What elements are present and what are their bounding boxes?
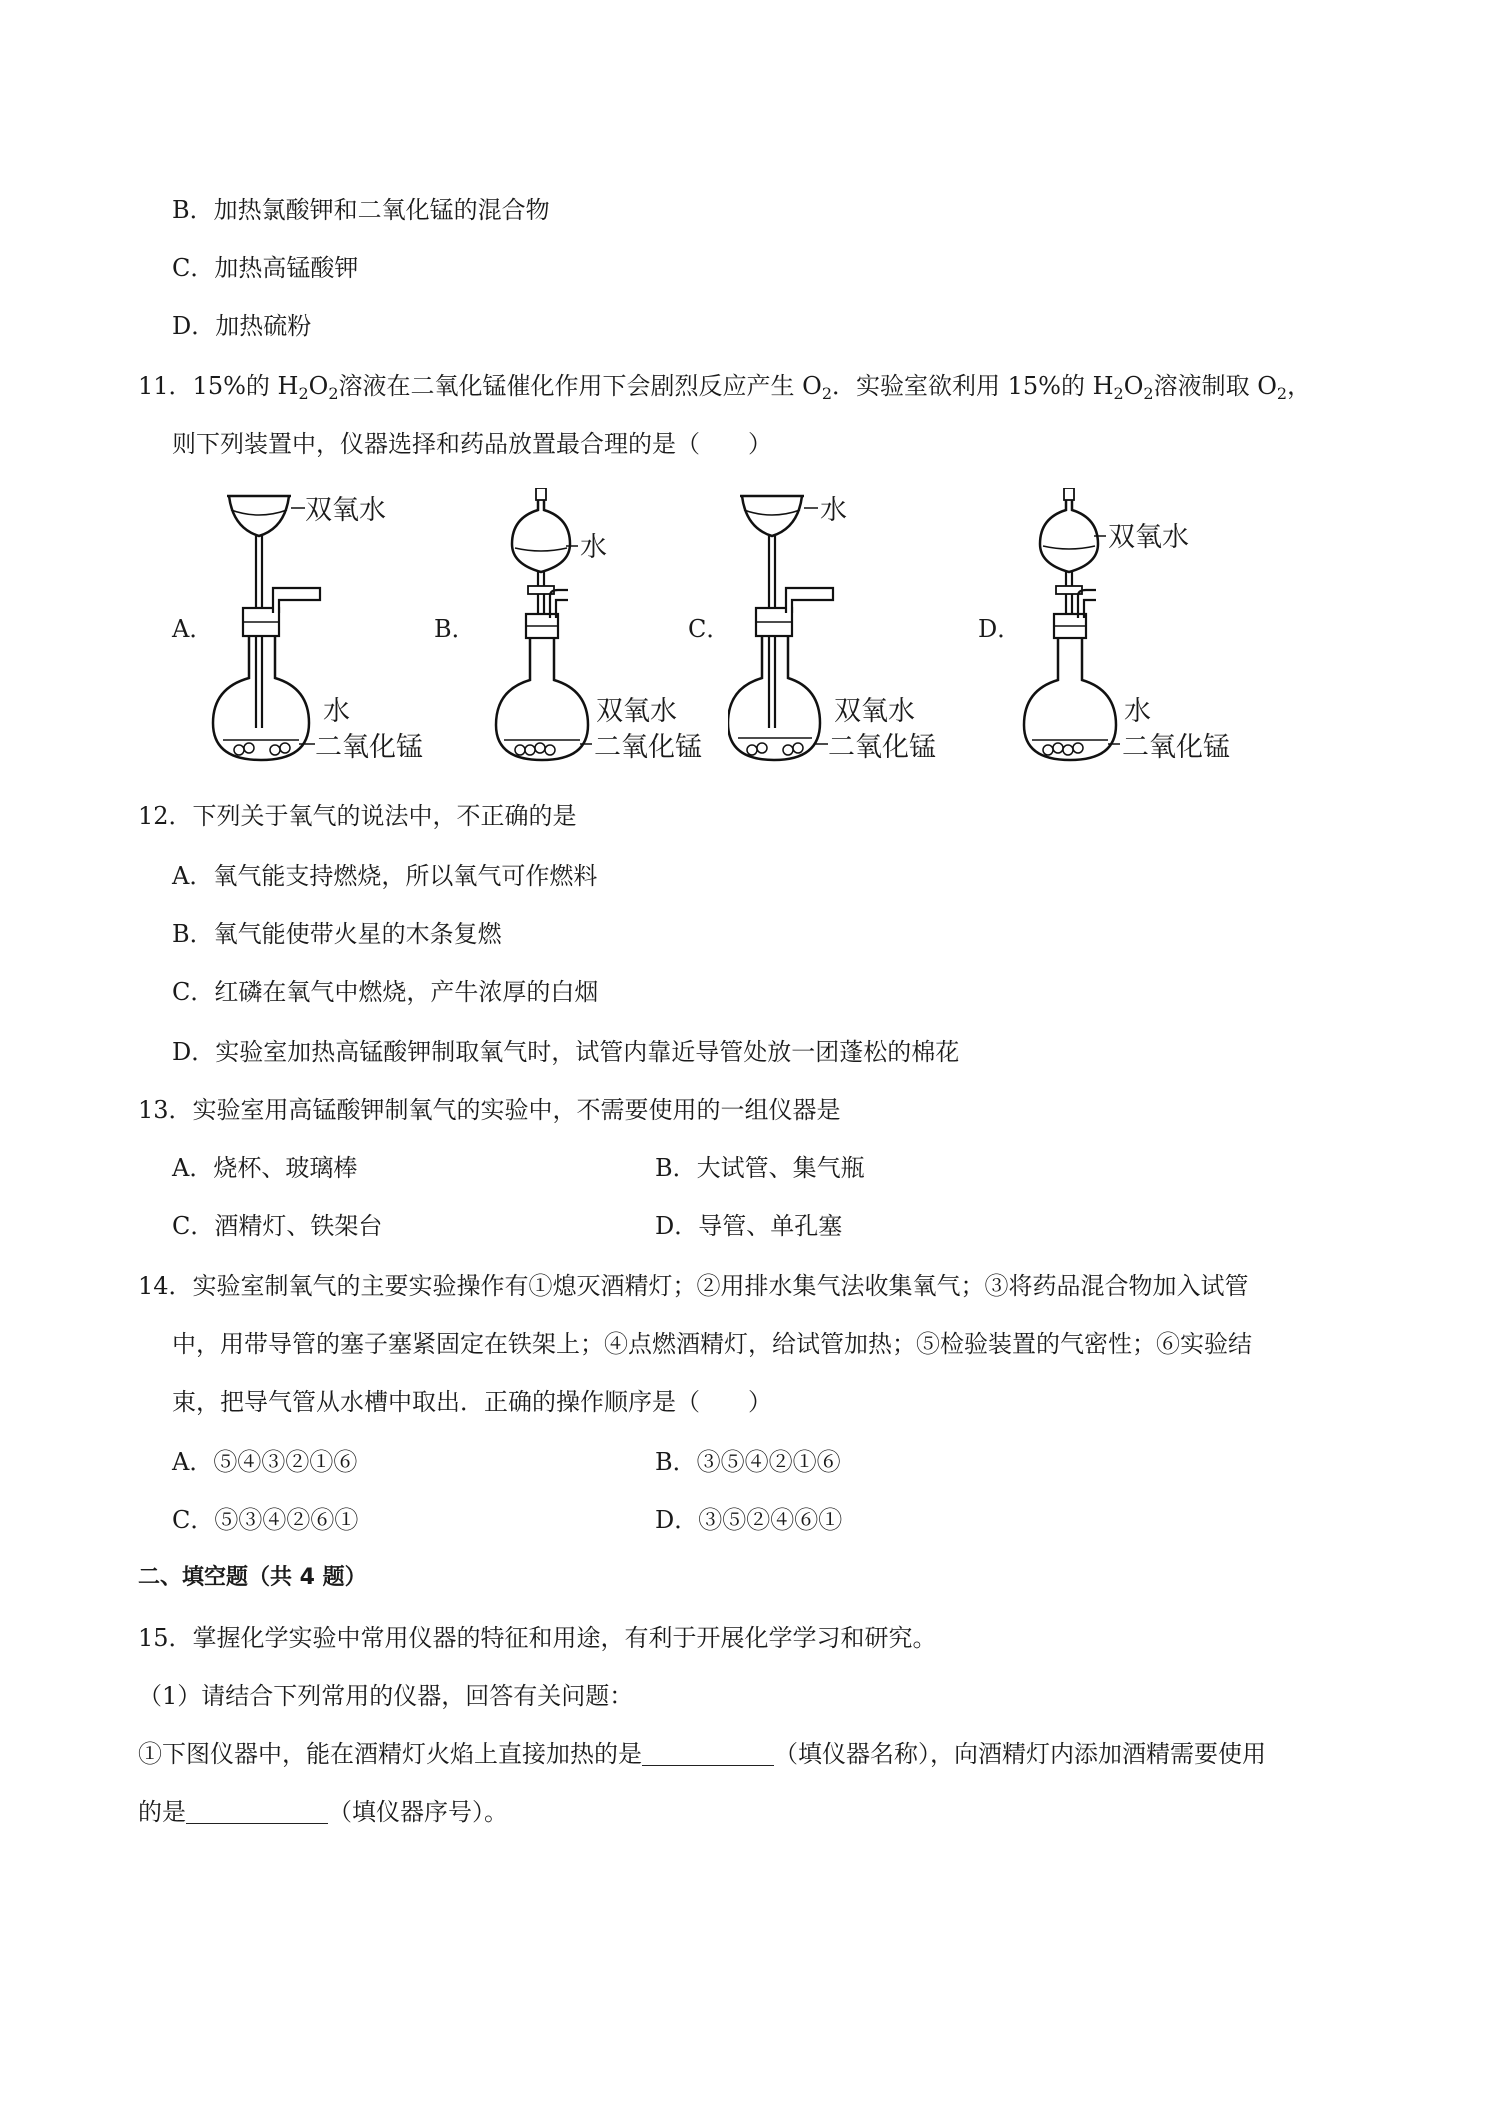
figure-c-apparatus (728, 488, 988, 768)
option-letter: C． (172, 254, 215, 282)
q14-option-c (172, 1504, 358, 1536)
option-letter: D． (655, 1212, 699, 1240)
liquid-surface (515, 548, 567, 551)
option-letter: D． (172, 1038, 216, 1066)
q15-item1-line1 (138, 1738, 1266, 1770)
option-letter: A． (172, 1154, 214, 1182)
text-run: （填仪器序号）。 (328, 1798, 508, 1826)
option-letter: A． (172, 862, 214, 890)
text-run: O (308, 372, 329, 400)
text-run: ， (1287, 372, 1312, 400)
option-text: 加热高锰酸钾 (214, 254, 359, 282)
q10-option-b (172, 194, 550, 226)
option-text: 导管、单孔塞 (698, 1212, 843, 1240)
figure-b-label-1: 双氧水 (596, 696, 677, 727)
option-text: 大试管、集气瓶 (696, 1154, 865, 1182)
figure-c-top-label: 水 (820, 495, 847, 526)
text-run: 溶液在二氧化锰催化作用下会剧烈反应产生 O (338, 372, 822, 400)
q12-option-b (172, 918, 502, 950)
option-letter: B． (655, 1154, 697, 1182)
q13-option-c (172, 1210, 382, 1242)
subscript: 2 (298, 384, 309, 403)
text-run: O (1123, 372, 1144, 400)
option-letter: C． (172, 978, 215, 1006)
q15-part1: （1）请结合下列常用的仪器，回答有关问题： (138, 1682, 634, 1710)
option-text: 氧气能支持燃烧，所以氧气可作燃料 (213, 862, 598, 890)
text-run: ．实验室欲利用 15%的 H (832, 372, 1114, 400)
q11-stem-line2: 则下列装置中，仪器选择和药品放置最合理的是（ ） (172, 430, 772, 458)
option-text: 红磷在氧气中燃烧，产牛浓厚的白烟 (214, 978, 599, 1006)
q13-option-a (172, 1152, 357, 1184)
option-text: 烧杯、玻璃棒 (213, 1154, 358, 1182)
subscript: 2 (328, 384, 339, 403)
option-letter: B． (172, 196, 214, 224)
liquid-surface (744, 510, 800, 515)
option-letter: C． (172, 1506, 215, 1534)
text-run: 的是 (138, 1798, 186, 1826)
manganese-dioxide-particles (747, 743, 803, 755)
q12-option-c (172, 976, 598, 1008)
figure-c-label-1: 双氧水 (834, 696, 915, 727)
manganese-dioxide-particles (234, 743, 290, 755)
separatory-funnel (512, 500, 570, 572)
option-letter: B． (655, 1448, 697, 1476)
delivery-tube (786, 588, 833, 613)
manganese-dioxide-particles (515, 743, 555, 755)
q12-option-a (172, 860, 597, 892)
q14-stem-line2: 中，用带导管的塞子塞紧固定在铁架上；④点燃酒精灯，给试管加热；⑤检验装置的气密性；⑥实验结 (172, 1330, 1252, 1358)
subscript: 2 (1143, 384, 1154, 403)
q10-option-d (172, 310, 311, 342)
q12-option-d (172, 1036, 959, 1068)
figure-d-label-2: 二氧化锰 (1122, 732, 1230, 763)
q14-stem-line3: 束，把导气管从水槽中取出．正确的操作顺序是（ ） (172, 1388, 772, 1416)
option-text: ③⑤④②①⑥ (696, 1448, 841, 1476)
liquid-surface (1043, 546, 1095, 549)
text-run: （填仪器名称），向酒精灯内添加酒精需要使用 (774, 1740, 1266, 1768)
q13-option-d (655, 1210, 842, 1242)
option-letter: D． (172, 312, 216, 340)
q12-stem: 12．下列关于氧气的说法中，不正确的是 (138, 802, 577, 830)
option-text: ⑤③④②⑥① (214, 1506, 359, 1534)
figure-d-label-1: 水 (1124, 696, 1151, 727)
funnel-stopper (1064, 488, 1074, 500)
question-number: 11． (138, 372, 193, 400)
option-text: 加热氯酸钾和二氧化锰的混合物 (213, 196, 550, 224)
option-letter: D． (655, 1506, 699, 1534)
figure-b-letter: B． (434, 615, 476, 643)
figure-a-apparatus (205, 488, 465, 768)
q11-stem-line1 (138, 370, 1311, 402)
text-run: ①下图仪器中，能在酒精灯火焰上直接加热的是 (138, 1740, 642, 1768)
manganese-dioxide-particles (1043, 743, 1083, 755)
answer-blank-name[interactable] (642, 1741, 774, 1766)
q14-stem-line1: 14．实验室制氧气的主要实验操作有①熄灭酒精灯；②用排水集气法收集氧气；③将药品混合物加入试管 (138, 1272, 1249, 1300)
funnel-body (227, 496, 291, 536)
separatory-funnel (1040, 500, 1098, 572)
figure-a-label-1: 水 (323, 696, 350, 727)
subscript: 2 (1276, 384, 1288, 403)
answer-blank-number[interactable] (186, 1799, 328, 1824)
section-heading: 二、填空题（共 4 题） (138, 1565, 367, 1590)
figure-c-label-2: 二氧化锰 (828, 732, 936, 763)
subscript: 2 (1113, 384, 1124, 403)
round-flask (496, 638, 588, 760)
option-text: 实验室加热高锰酸钾制取氧气时，试管内靠近导管处放一团蓬松的棉花 (215, 1038, 960, 1066)
subscript: 2 (821, 384, 833, 403)
option-text: 氧气能使带火星的木条复燃 (213, 920, 502, 948)
figure-a-letter: A． (172, 615, 214, 643)
q15-item1-line2 (138, 1796, 508, 1828)
q14-option-a (172, 1446, 357, 1478)
option-letter: C． (172, 1212, 215, 1240)
option-text: 加热硫粉 (215, 312, 312, 340)
figure-c-letter: C． (688, 615, 731, 643)
option-text: ③⑤②④⑥① (698, 1506, 843, 1534)
liquid-surface (231, 510, 287, 515)
funnel-body (740, 496, 804, 536)
delivery-tube (273, 588, 320, 613)
q13-option-b (655, 1152, 865, 1184)
figure-d-letter: D． (978, 615, 1022, 643)
figure-b-top-label: 水 (580, 532, 607, 563)
option-letter: A． (172, 1448, 214, 1476)
q10-option-c (172, 252, 358, 284)
figure-a-label-2: 二氧化锰 (315, 732, 423, 763)
text-run: 15%的 H (192, 372, 299, 400)
figure-a-top-label: 双氧水 (305, 495, 386, 526)
figure-b-label-2: 二氧化锰 (594, 732, 702, 763)
text-run: 溶液制取 O (1153, 372, 1277, 400)
q15-stem: 15．掌握化学实验中常用仪器的特征和用途，有利于开展化学学习和研究。 (138, 1624, 937, 1652)
option-text: 酒精灯、铁架台 (214, 1212, 383, 1240)
figure-d-apparatus (1000, 488, 1260, 768)
round-flask (1024, 638, 1116, 760)
q14-option-d (655, 1504, 842, 1536)
funnel-stopper (536, 488, 546, 500)
q13-stem: 13．实验室用高锰酸钾制氧气的实验中，不需要使用的一组仪器是 (138, 1096, 841, 1124)
option-text: ⑤④③②①⑥ (213, 1448, 358, 1476)
option-letter: B． (172, 920, 214, 948)
q14-option-b (655, 1446, 841, 1478)
figure-d-top-label: 双氧水 (1108, 522, 1189, 553)
